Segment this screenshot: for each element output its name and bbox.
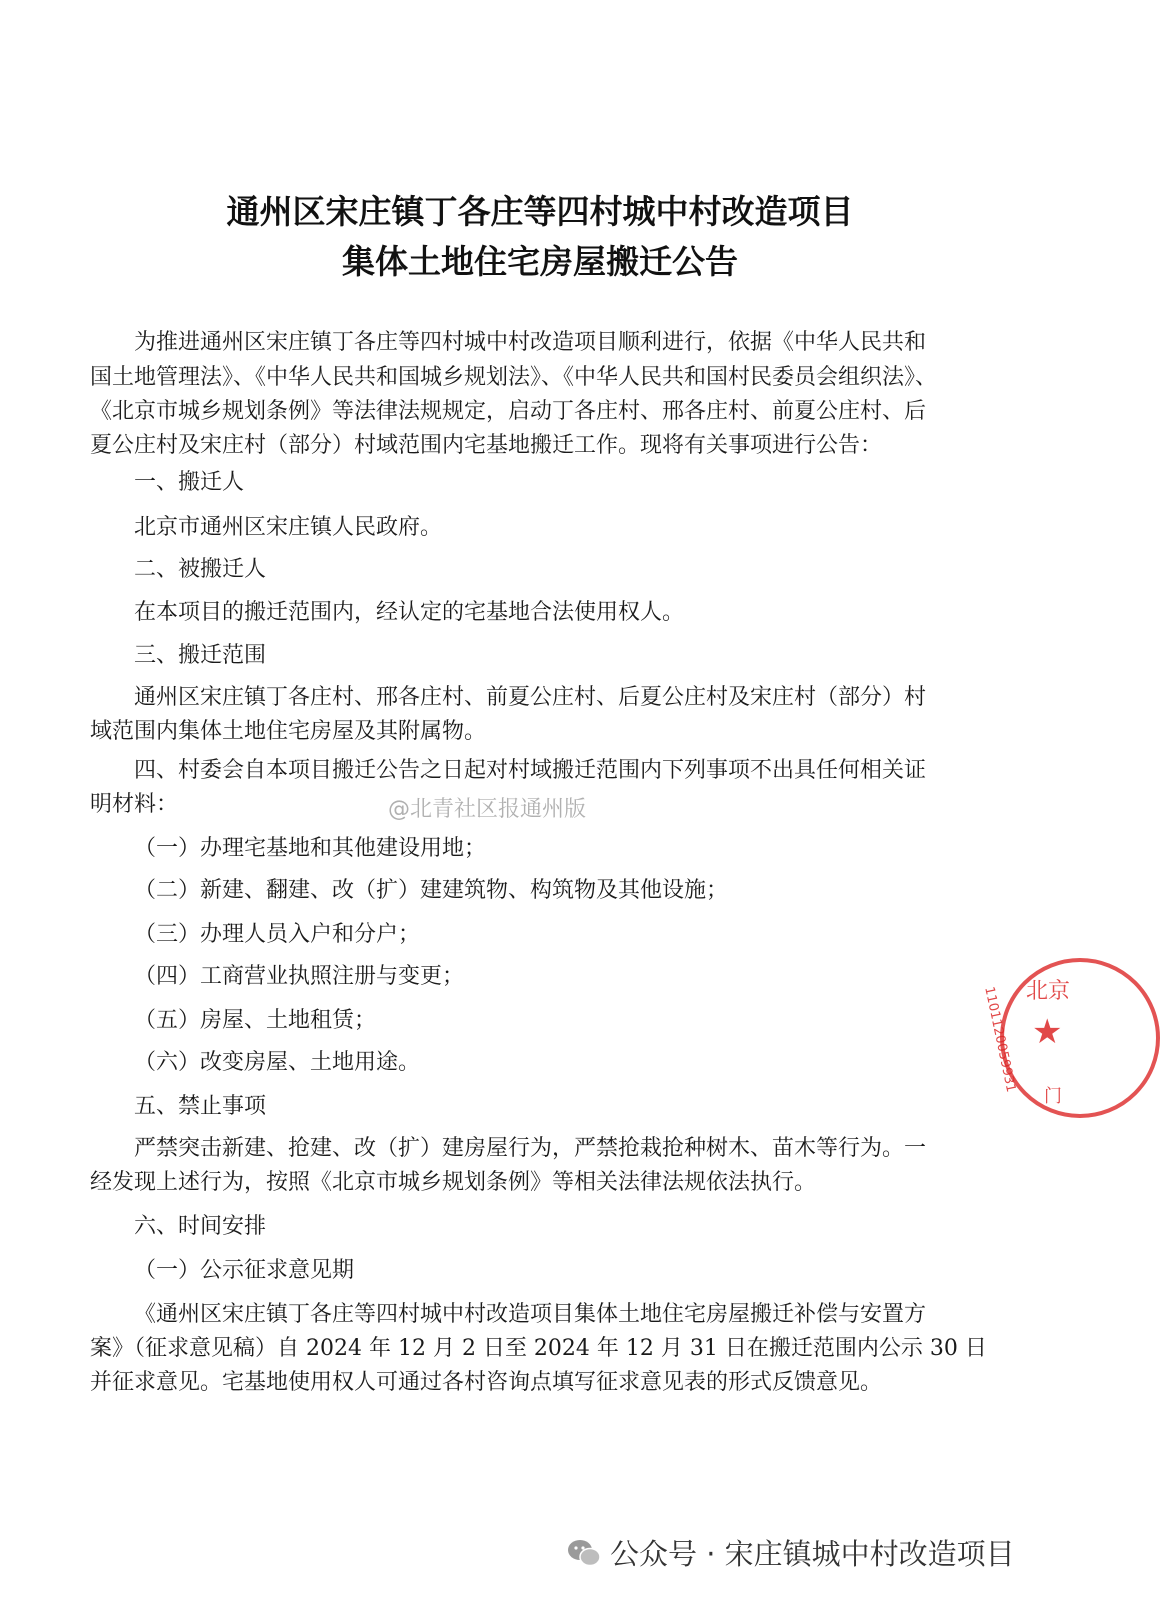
section-heading-5: 五、禁止事项 (134, 1094, 267, 1119)
footer-text: 公众号 · 宋庄镇城中村改造项目 (610, 1537, 1015, 1571)
list-item: （四）工商营业执照注册与变更； (134, 964, 465, 989)
wechat-footer (566, 1532, 1015, 1573)
body-line: 《通州区宋庄镇丁各庄等四村城中村改造项目集体土地住宅房屋搬迁补偿与安置方 (134, 1302, 927, 1327)
body-line: 为推进通州区宋庄镇丁各庄等四村城中村改造项目顺利进行，依据《中华人民共和 (134, 330, 927, 355)
body-line: 在本项目的搬迁范围内，经认定的宅基地合法使用权人。 (134, 600, 685, 625)
body-line: 《北京市城乡规划条例》等法律法规规定，启动丁各庄村、邢各庄村、前夏公庄村、后 (90, 399, 927, 424)
list-item: （二）新建、翻建、改（扩）建建筑物、构筑物及其他设施； (134, 878, 729, 903)
list-item: （五）房屋、土地租赁； (134, 1008, 377, 1033)
body-line: 并征求意见。宅基地使用权人可通过各村咨询点填写征求意见表的形式反馈意见。 (90, 1370, 883, 1395)
section-heading-1: 一、搬迁人 (134, 470, 245, 495)
body-line: 国土地管理法》、《中华人民共和国城乡规划法》、《中华人民共和国村民委员会组织法》、 (90, 365, 938, 390)
weibo-watermark: @北青社区报通州版 (388, 797, 587, 822)
subsection-heading: （一）公示征求意见期 (134, 1258, 355, 1283)
seal-text-top: 北京 (1026, 979, 1071, 1004)
body-line: 北京市通州区宋庄镇人民政府。 (134, 515, 443, 540)
list-item: （六）改变房屋、土地用途。 (134, 1050, 421, 1075)
list-item: （三）办理人员入户和分户； (134, 922, 421, 947)
body-line: 通州区宋庄镇丁各庄村、邢各庄村、前夏公庄村、后夏公庄村及宋庄村（部分）村 (134, 685, 927, 710)
section-heading-3: 三、搬迁范围 (134, 643, 267, 668)
section-heading-6: 六、时间安排 (134, 1214, 267, 1239)
wechat-icon (566, 1538, 602, 1568)
section-heading-4: 四、村委会自本项目搬迁公告之日起对村域搬迁范围内下列事项不出具任何相关证 (134, 758, 927, 783)
official-seal (981, 958, 1160, 1118)
body-line: 严禁突击新建、抢建、改（扩）建房屋行为，严禁抢栽抢种树木、苗木等行为。一 (134, 1136, 927, 1161)
body-line: 夏公庄村及宋庄村（部分）村域范围内宅基地搬迁工作。现将有关事项进行公告： (90, 433, 883, 458)
body-line: 域范围内集体土地住宅房屋及其附属物。 (90, 719, 487, 744)
seal-text-low: 门 (1044, 1086, 1062, 1107)
list-item: （一）办理宅基地和其他建设用地； (134, 836, 487, 861)
notice-title-line2: 集体土地住宅房屋搬迁公告 (342, 242, 738, 281)
section-heading-2: 二、被搬迁人 (134, 557, 267, 582)
body-line: 经发现上述行为，按照《北京市城乡规划条例》等相关法律法规依法执行。 (90, 1170, 817, 1195)
body-line: 明材料： (90, 792, 179, 817)
seal-text-side: 1101120059931 (981, 985, 1019, 1094)
seal-star-icon: ★ (1032, 1012, 1063, 1052)
body-line: 案》（征求意见稿）自 2024 年 12 月 2 日至 2024 年 12 月 31 日在搬迁范围内公示 30 日 (90, 1336, 987, 1361)
notice-title-line1: 通州区宋庄镇丁各庄等四村城中村改造项目 (226, 192, 854, 231)
